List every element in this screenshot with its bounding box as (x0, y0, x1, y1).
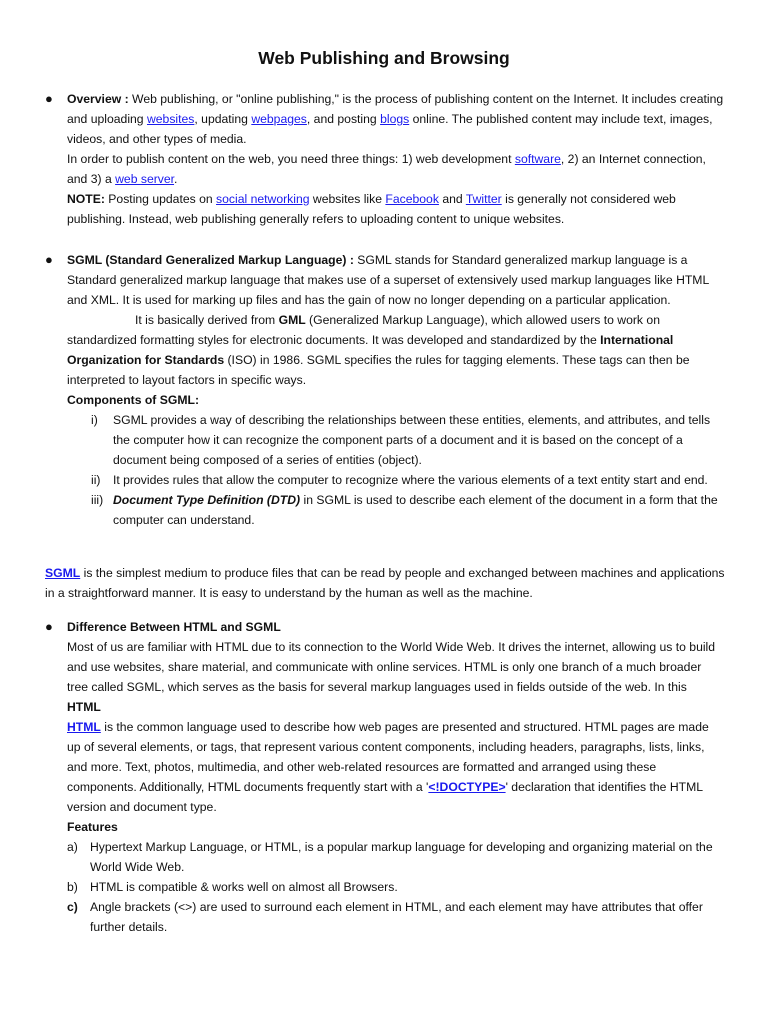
features-list (67, 837, 725, 937)
sgml-heading: SGML (Standard Generalized Markup Language) : (67, 253, 354, 267)
difference-heading: Difference Between HTML and SGML (67, 620, 281, 634)
gml-term: GML (278, 313, 306, 327)
features-heading: Features (67, 820, 118, 834)
list-item-text: SGML provides a way of describing the relationships between these entities, elements, and attributes, and tells the computer how it can recognize the component parts of a document and it is based on the concept of a document being composed of a series of entities (object). (113, 413, 711, 467)
overview-text: . (174, 172, 178, 186)
web-server-link[interactable]: web server (115, 172, 175, 186)
html-text: is the common language used to describe how web pages are presented and structured. HTML pages are made up of several elements, or tags, that represent various content components, including headers, paragraphs, lists, links, and more. Text, photos, multimedia, and other web-related resources are formatted and arranged using these components. Additionally, HTML documents frequently start with a ' (67, 720, 709, 794)
list-marker: iii) (91, 493, 104, 507)
list-item (67, 410, 725, 470)
note-text: Posting updates on (104, 192, 217, 206)
components-list (67, 410, 725, 530)
components-heading: Components of SGML: (67, 393, 200, 407)
overview-text: online. The published content may include text, images, videos, and other types of media. (67, 112, 713, 146)
list-item (67, 897, 725, 937)
list-item (67, 490, 725, 530)
webpages-link[interactable]: webpages (251, 112, 307, 126)
sgml-text: (Generalized Markup Language), which allowed users to work on standardized formatting styles for electronic documents. It was developed and standardized by the (67, 313, 660, 347)
sgml-text: (ISO) in 1986. SGML specifies the rules for tagging elements. These tags can then be interpreted to layout factors in specific ways. (67, 353, 690, 387)
list-item (67, 470, 725, 490)
list-marker: a) (67, 840, 78, 854)
social-networking-link[interactable]: social networking (216, 192, 310, 206)
sgml-text: SGML stands for Standard generalized markup language is a Standard generalized markup language that makes use of a superset of extensively used markup languages like HTML and XML. It is used for marking up files and has the gain of now no longer depending on a particular application. (67, 253, 709, 307)
overview-section (45, 89, 725, 229)
dtd-term: Document Type Definition (DTD) (113, 493, 301, 507)
sgml-paragraph (45, 563, 725, 603)
list-item-text: HTML is compatible & works well on almost all Browsers. (90, 880, 398, 894)
bullet-icon: ● (45, 619, 53, 634)
list-item-text: in SGML is used to describe each element of the document in a form that the computer can understand. (113, 493, 718, 527)
software-link[interactable]: software (514, 152, 561, 166)
note-text: is generally not considered web publishing. Instead, web publishing generally refers to uploading content to unique websites. (67, 192, 676, 226)
list-marker: i) (91, 413, 98, 427)
difference-text: Most of us are familiar with HTML due to its connection to the World Wide Web. It drives the internet, allowing us to build and use websites, share material, and communicate with online services. HTML is only one branch of a much broader tree called SGML, which serves as the basis for several markup languages used in fields outside of the web. In this (67, 640, 716, 694)
facebook-link[interactable]: Facebook (385, 192, 439, 206)
overview-heading: Overview : (67, 92, 129, 106)
page-title: Web Publishing and Browsing (258, 48, 510, 68)
sgml-section (45, 250, 725, 530)
html-text: ' declaration that identifies the HTML version and document type. (67, 780, 703, 814)
list-item (67, 877, 725, 897)
iso-term: International Organization for Standards (67, 333, 674, 367)
list-marker: ii) (91, 473, 101, 487)
blogs-link[interactable]: blogs (380, 112, 410, 126)
twitter-link[interactable]: Twitter (465, 192, 502, 206)
difference-section (45, 617, 725, 937)
bullet-icon: ● (45, 91, 53, 106)
sgml-text: It is basically derived from (135, 313, 279, 327)
list-item-text: It provides rules that allow the computer to recognize where the various elements of a text entity start and end. (113, 473, 708, 487)
overview-text: , and posting (306, 112, 381, 126)
html-link[interactable]: HTML (67, 720, 101, 734)
overview-text: In order to publish content on the web, you need three things: 1) web development (67, 152, 515, 166)
note-label: NOTE: (67, 192, 105, 206)
list-item-text: Hypertext Markup Language, or HTML, is a popular markup language for developing and organizing material on the World Wide Web. (90, 840, 713, 874)
note-text: and (438, 192, 466, 206)
bullet-icon: ● (45, 252, 53, 267)
list-item-text: Angle brackets (<>) are used to surround each element in HTML, and each element may have attributes that offer further details. (90, 900, 703, 934)
overview-text: , updating (194, 112, 252, 126)
sgml-link[interactable]: SGML (45, 566, 81, 580)
html-heading: HTML (67, 700, 101, 714)
list-item (67, 837, 725, 877)
sgml-paragraph-text: is the simplest medium to produce files that can be read by people and exchanged between machines and applications in a straightforward manner. It is easy to understand by the human as well as the machine. (45, 566, 725, 600)
list-marker: b) (67, 880, 78, 894)
websites-link[interactable]: websites (146, 112, 195, 126)
note-text: websites like (309, 192, 386, 206)
overview-text: Web publishing, or "online publishing," is the process of publishing content on the Internet. It includes creating and uploading (67, 92, 724, 126)
doctype-link[interactable]: <!DOCTYPE> (428, 780, 506, 794)
overview-text: , 2) an Internet connection, and 3) a (67, 152, 706, 186)
list-marker: c) (67, 900, 78, 914)
